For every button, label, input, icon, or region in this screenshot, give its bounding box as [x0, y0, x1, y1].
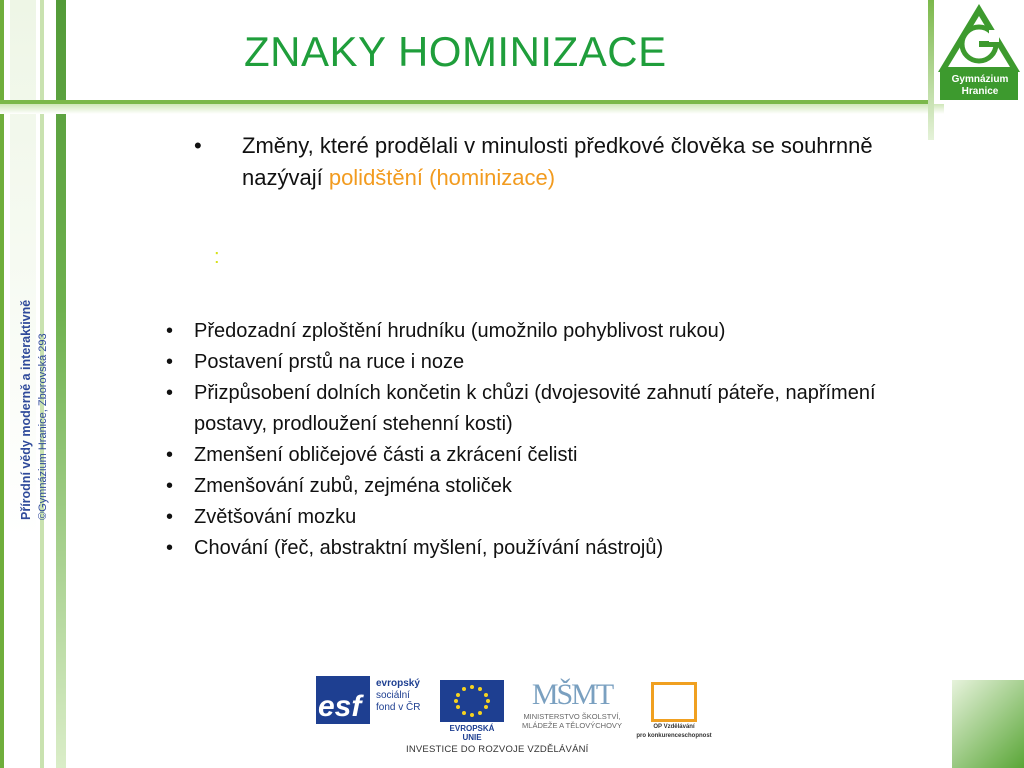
op-caption-line2: pro konkurenceschopnost [636, 733, 712, 739]
side-caption [18, 300, 52, 520]
list-bullet: • [166, 320, 174, 342]
esf-logo [316, 676, 434, 734]
list-item-text: Přizpůsobení dolních končetin k chůzi (dvojesovité zahnutí páteře, napřímení postavy, prodloužení stehenní kosti) [194, 382, 876, 435]
list-item [160, 502, 920, 533]
side-caption-project: Přírodní vědy moderně a interaktivně [19, 299, 33, 520]
list-item-text: Zvětšování mozku [194, 506, 357, 528]
list-item [160, 347, 920, 378]
list-item-text: Chování (řeč, abstraktní myšlení, používání nástrojů) [194, 537, 664, 559]
esf-flag-icon [316, 676, 370, 724]
list-bullet: • [166, 475, 174, 497]
intro-bullet: • [194, 133, 202, 158]
esf-text [376, 678, 434, 732]
list-item [160, 440, 920, 471]
list-bullet: • [166, 506, 174, 528]
list-bullet: • [166, 537, 174, 559]
list-item-text: Zmenšení obličejové části a zkrácení čelisti [194, 444, 578, 466]
traits-list [160, 316, 920, 564]
left-edge-stripe [0, 0, 4, 768]
corner-decoration [952, 680, 1024, 768]
list-bullet: • [166, 382, 174, 404]
eu-caption: EVROPSKÁ UNIE [449, 724, 495, 742]
list-item [160, 471, 920, 502]
op-caption-line1: OP Vzdělávání [653, 724, 695, 730]
investice-caption: INVESTICE DO ROZVOJE VZDĚLÁVÁNÍ [406, 744, 589, 755]
list-item [160, 316, 920, 347]
op-logo [632, 682, 716, 738]
op-box-icon [651, 682, 697, 722]
list-bullet: • [166, 444, 174, 466]
msmt-logo [512, 678, 632, 734]
eu-logo [440, 680, 504, 742]
esf-line3: fond v ČR [376, 702, 421, 713]
funding-logos [316, 676, 716, 766]
list-item-text: Zmenšování zubů, zejména stoliček [194, 475, 512, 497]
msmt-caption-line1: MINISTERSTVO ŠKOLSTVÍ, [523, 712, 621, 721]
msmt-mark: MŠMT [531, 678, 613, 711]
page-title: ZNAKY HOMINIZACE [244, 28, 667, 75]
left-green-stripe [56, 0, 66, 768]
list-item-text: Postavení prstů na ruce i noze [194, 351, 465, 373]
list-item [160, 378, 920, 440]
logo-name-line1: Gymnázium [951, 74, 1009, 85]
list-bullet: • [166, 351, 174, 373]
logo-name-line2: Hranice [961, 86, 999, 97]
msmt-caption-line2: MLÁDEŽE A TĚLOVÝCHOVY [522, 721, 622, 730]
eu-flag-icon [440, 680, 504, 722]
list-item-text: Předozadní zploštění hrudníku (umožnilo pohyblivost rukou) [194, 320, 726, 342]
school-logo [934, 0, 1024, 104]
intro-paragraph [194, 130, 944, 194]
colon-mark: : [214, 246, 220, 268]
side-caption-copyright: ©Gymnázium Hranice, Zborovská 293 [37, 333, 49, 520]
esf-line1: evropský [376, 678, 420, 689]
intro-text [242, 130, 944, 194]
top-horizontal-shadow [0, 104, 944, 114]
intro-accent-term: polidštění (hominizace) [328, 165, 556, 190]
decorative-colon [214, 246, 220, 268]
intro-text-main: Změny, které prodělali v minulosti předkové člověka se souhrnně nazývají [242, 133, 873, 190]
esf-line2: sociální [376, 690, 410, 701]
list-item [160, 533, 920, 564]
esf-short: esf [318, 690, 362, 723]
